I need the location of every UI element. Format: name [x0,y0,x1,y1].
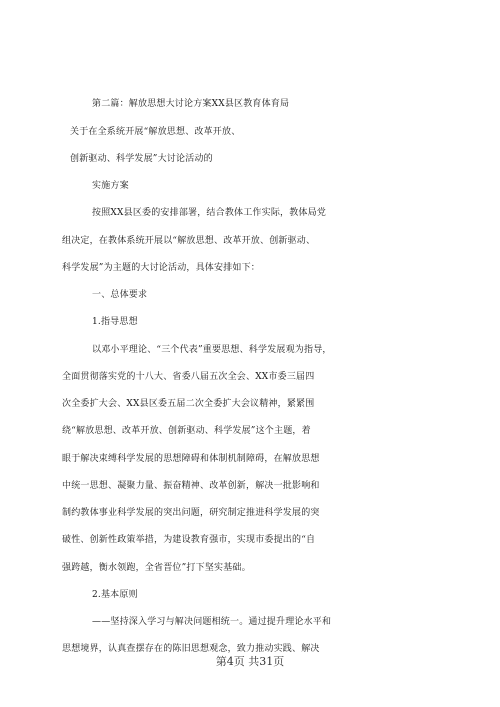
doc-line-14: 眼于解决束缚科学发展的思想障碍和体制机制障碍，在解放思想 [62,454,320,464]
doc-line-8: 一、总体要求 [92,290,148,300]
doc-line-10: 以邓小平理论、“三个代表”重要思想、科学发展观为指导， [92,345,332,355]
doc-line-7: 科学发展”为主题的大讨论活动，具体安排如下： [62,263,261,273]
doc-line-12: 次全委扩大会、XX县区委五届二次全委扩大会议精神，紧紧围 [62,399,315,409]
doc-line-17: 破性、创新性政策举措，为建设教育强市，实现市委提出的“自 [62,535,316,545]
doc-line-2: 关于在全系统开展“解放思想、改革开放、 [70,127,241,137]
doc-line-3: 创新驱动、科学发展”大讨论活动的 [70,154,213,164]
doc-line-6: 组决定，在教体系统开展以“解放思想、改革开放、创新驱动、 [62,236,316,246]
doc-line-4: 实施方案 [92,181,129,191]
doc-line-20: ——坚持深入学习与解决问题相统一。通过提升理论水平和 [92,617,332,627]
doc-line-5: 按照XX县区委的安排部署，结合教体工作实际，教体局党 [92,208,327,218]
doc-line-11: 全面贯彻落实党的十八大、省委八届五次全会、XX市委三届四 [62,372,315,382]
doc-line-19: 2.基本原则 [92,590,138,600]
doc-line-13: 绕“解放思想、改革开放、创新驱动、科学发展”这个主题，着 [62,426,311,436]
doc-line-9: 1.指导思想 [92,317,138,327]
doc-line-18: 强跨越，衡水领跑，全省晋位”打下坚实基础。 [62,563,251,573]
page-number-footer: 第4页 共31页 [215,655,285,668]
doc-line-21: 思想境界，认真查摆存在的陈旧思想观念，致力推动实践、解决 [62,644,320,654]
doc-line-1: 第二篇：解放思想大讨论方案XX县区教育体育局 [92,99,290,109]
doc-line-16: 制约教体事业科学发展的突出问题，研究制定推进科学发展的突 [62,508,320,518]
doc-line-15: 中统一思想、凝聚力量、振奋精神、改革创新，解决一批影响和 [62,481,320,491]
